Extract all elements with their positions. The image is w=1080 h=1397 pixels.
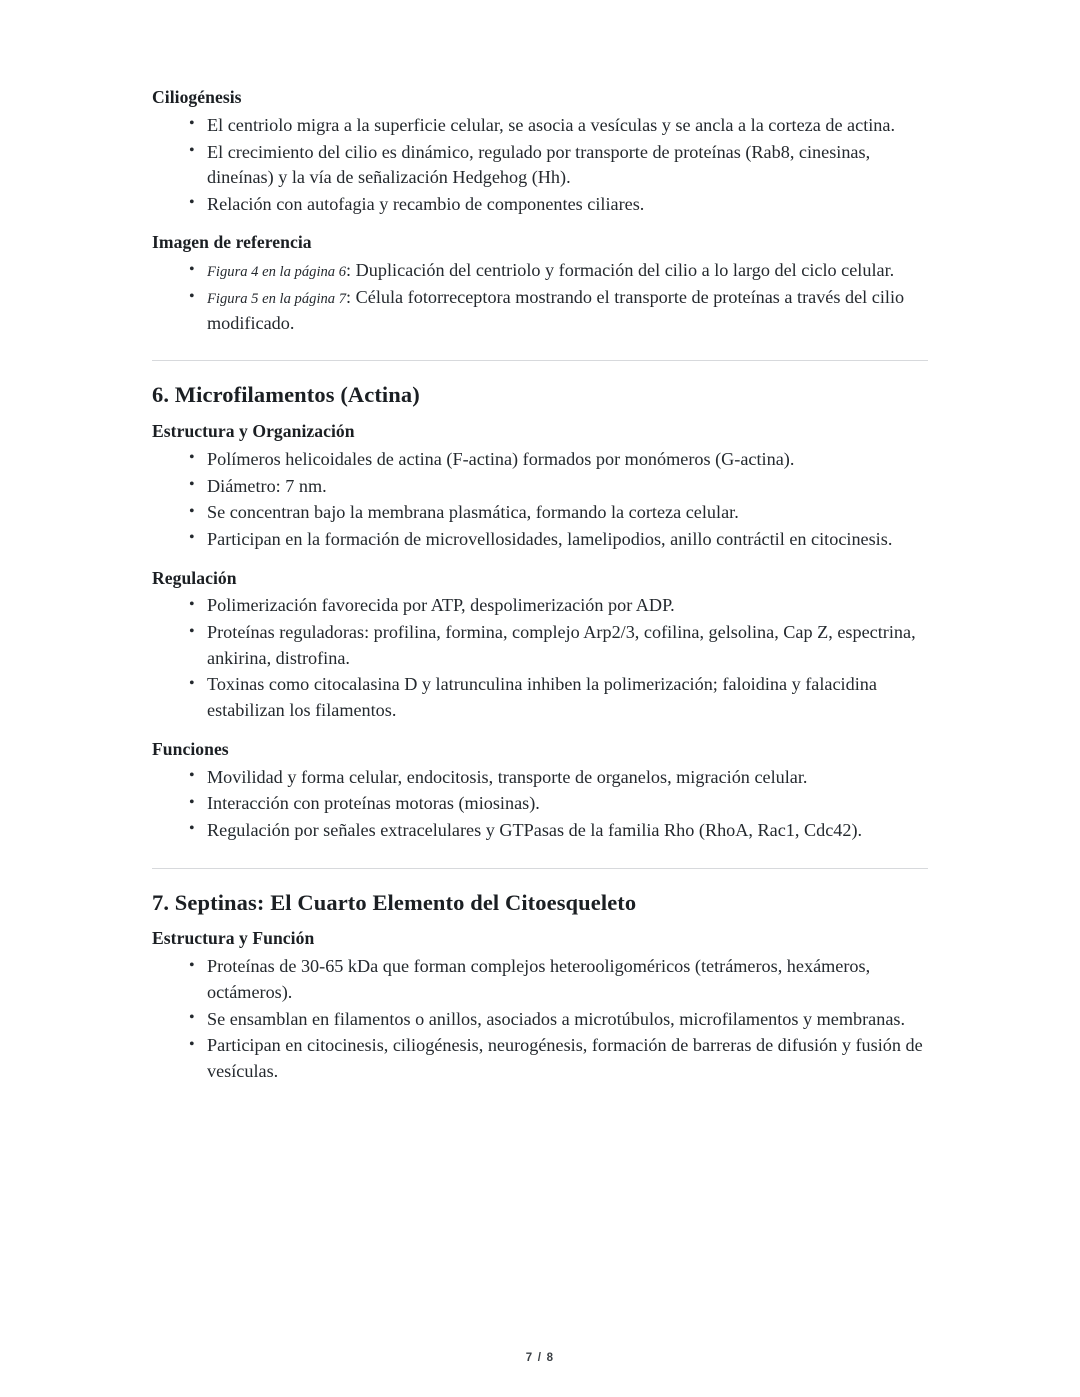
page-content — [152, 86, 928, 1086]
figure-reference-label: Figura 5 en la página 7 — [207, 291, 347, 307]
bullet-list — [152, 113, 928, 218]
bullet-list — [152, 447, 928, 553]
section-title: 6. Microfilamentos (Actina) — [152, 382, 420, 408]
list-item: • Polímeros helicoidales de actina (F-actina) formados por monómeros (G-actina). — [152, 447, 928, 473]
list-item: • Polimerización favorecida por ATP, despolimerización por ADP. — [152, 593, 928, 619]
section-divider — [152, 360, 928, 361]
list-item: • Movilidad y forma celular, endocitosis, transporte de organelos, migración celular. — [152, 765, 928, 791]
subsection-regulacion — [152, 567, 928, 724]
list-item: • Participan en la formación de microvellosidades, lamelipodios, anillo contráctil en citocinesis. — [152, 527, 928, 553]
list-item: • Se concentran bajo la membrana plasmática, formando la corteza celular. — [152, 500, 928, 526]
subsection-ciliogenesis — [152, 86, 928, 217]
figure-reference-text: : Duplicación del centriolo y formación del cilio a lo largo del ciclo celular. — [346, 260, 895, 281]
list-item: • Interacción con proteínas motoras (miosinas). — [152, 791, 928, 817]
list-item: • Relación con autofagia y recambio de componentes ciliares. — [152, 192, 928, 218]
list-item: • Regulación por señales extracelulares y GTPasas de la familia Rho (RhoA, Rac1, Cdc42). — [152, 818, 928, 844]
list-item: • Se ensamblan en filamentos o anillos, asociados a microtúbulos, microfilamentos y membranas. — [152, 1007, 928, 1033]
subsection-heading: Funciones — [152, 738, 229, 759]
section-title: 7. Septinas: El Cuarto Elemento del Citoesqueleto — [152, 889, 637, 915]
list-item: • Proteínas reguladoras: profilina, formina, complejo Arp2/3, cofilina, gelsolina, Cap Z, espectrina, ankirina, distrofina. — [152, 620, 928, 671]
subsection-heading: Estructura y Organización — [152, 421, 355, 442]
list-item: • Diámetro: 7 nm. — [152, 474, 928, 500]
section-microfilamentos — [152, 381, 928, 843]
list-item-figure-reference — [152, 258, 928, 284]
subsection-heading: Imagen de referencia — [152, 232, 312, 253]
list-item: • Toxinas como citocalasina D y latrunculina inhiben la polimerización; faloidina y falacidina estabilizan los filamentos. — [152, 672, 928, 723]
subsection-imagen-de-referencia — [152, 231, 928, 336]
section-divider — [152, 868, 928, 869]
bullet-list — [152, 593, 928, 723]
figure-reference-list — [152, 258, 928, 336]
list-item: • El centriolo migra a la superficie celular, se asocia a vesículas y se ancla a la corteza de actina. — [152, 113, 928, 139]
list-item-figure-reference — [152, 285, 928, 336]
subsection-funciones — [152, 738, 928, 844]
subsection-heading: Ciliogénesis — [152, 87, 242, 107]
list-item: • El crecimiento del cilio es dinámico, regulado por transporte de proteínas (Rab8, cinesinas, dineínas) y la vía de señalización Hedgehog (Hh). — [152, 140, 928, 191]
list-item: • Proteínas de 30-65 kDa que forman complejos heterooligoméricos (tetrámeros, hexámeros, octámeros). — [152, 954, 928, 1005]
subsection-heading: Regulación — [152, 567, 237, 588]
section-septinas — [152, 889, 928, 1085]
subsection-estructura-y-funcion — [152, 927, 928, 1084]
page-number-footer: 7 / 8 — [525, 1352, 555, 1364]
bullet-list — [152, 765, 928, 844]
list-item: • Participan en citocinesis, ciliogénesis, neurogénesis, formación de barreras de difusión y fusión de vesículas. — [152, 1033, 928, 1084]
subsection-estructura-y-organizacion — [152, 420, 928, 552]
figure-reference-text: : Célula fotorreceptora mostrando el transporte de proteínas a través del cilio modificado. — [207, 287, 905, 333]
figure-reference-label: Figura 4 en la página 6 — [207, 264, 347, 281]
subsection-heading: Estructura y Función — [152, 928, 315, 949]
bullet-list — [152, 954, 928, 1084]
